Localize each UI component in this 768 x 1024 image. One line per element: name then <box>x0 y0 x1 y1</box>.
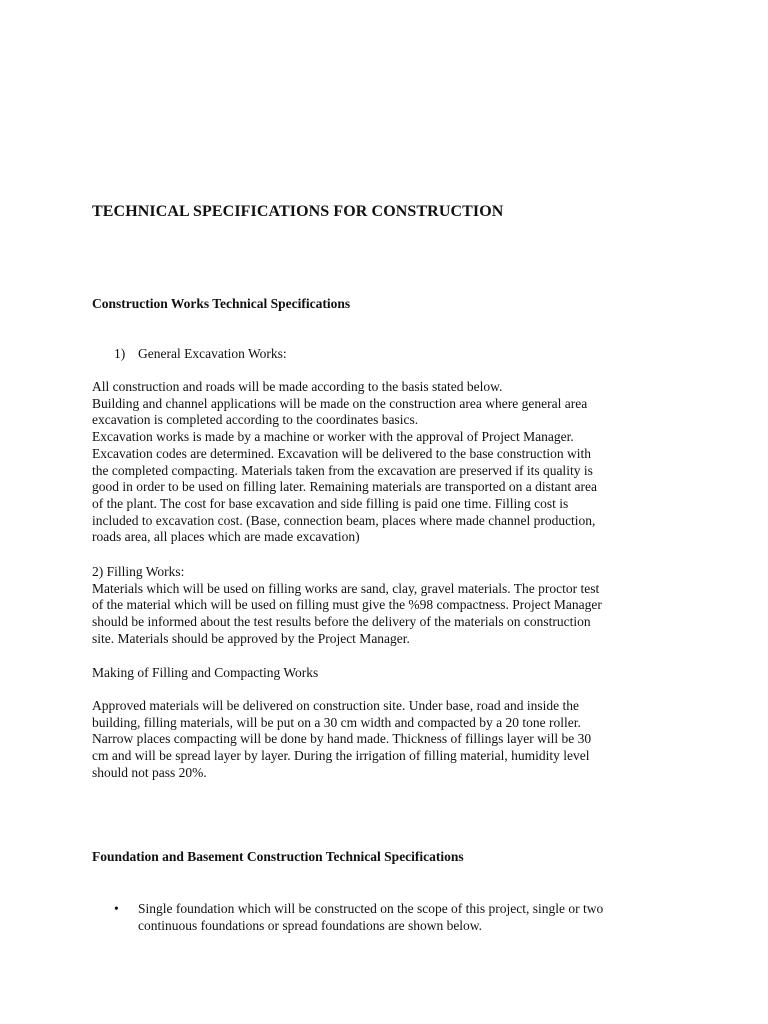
paragraph-line: of the plant. The cost for base excavation and side filling is paid one time. Filling cost is <box>92 495 569 511</box>
numbered-item-label: General Excavation Works: <box>138 346 287 361</box>
paragraph-line: excavation is completed according to the coordinates basics. <box>92 412 419 428</box>
paragraph-line: of the material which will be used on filling must give the %98 compactness. Project Manager <box>92 597 602 613</box>
list-number: 1) <box>114 346 126 361</box>
paragraph-filling-works <box>92 564 682 648</box>
bullet-line: Single foundation which will be constructed on the scope of this project, single or two <box>138 901 604 916</box>
paragraph-line: All construction and roads will be made according to the basis stated below. <box>92 379 503 394</box>
paragraph-line: should be informed about the test results before the delivery of the materials on construction <box>92 614 591 630</box>
paragraph-line: 2) Filling Works: <box>92 564 185 579</box>
paragraph-line: good in order to be used on filling later. Remaining materials are transported on a distant area <box>92 479 597 495</box>
paragraph-line: Making of Filling and Compacting Works <box>92 665 319 680</box>
paragraph-line: Narrow places compacting will be done by hand made. Thickness of fillings layer will be 30 <box>92 731 592 747</box>
paragraph-line: the completed compacting. Materials taken from the excavation are preserved if its quality is <box>92 462 593 478</box>
paragraph-line: building, filling materials, will be put on a 30 cm width and compacted by a 20 tone roller. <box>92 714 581 730</box>
document-title: TECHNICAL SPECIFICATIONS FOR CONSTRUCTION <box>92 203 504 220</box>
bullet-text <box>138 901 603 934</box>
paragraph-line: included to excavation cost. (Base, connection beam, places where made channel production, <box>92 512 596 528</box>
paragraph-line: Building and channel applications will be made on the construction area where general area <box>92 395 588 411</box>
section-heading-foundation: Foundation and Basement Construction Technical Specifications <box>92 849 464 864</box>
paragraph-line: cm and will be spread layer by layer. During the irrigation of filling material, humidity level <box>92 748 590 764</box>
bullet-line: continuous foundations or spread foundations are shown below. <box>138 917 483 933</box>
paragraph-subheading-compacting <box>92 665 682 682</box>
paragraph-excavation <box>92 379 682 546</box>
paragraph-line: should not pass 20%. <box>92 764 207 780</box>
paragraph-line: site. Materials should be approved by the Project Manager. <box>92 630 410 646</box>
paragraph-line: Excavation codes are determined. Excavation will be delivered to the base construction with <box>92 445 591 461</box>
bullet-icon: • <box>114 901 119 916</box>
paragraph-line: roads area, all places which are made excavation) <box>92 529 360 545</box>
paragraph-line: Excavation works is made by a machine or worker with the approval of Project Manager. <box>92 429 574 445</box>
paragraph-line: Materials which will be used on filling works are sand, clay, gravel materials. The proctor test <box>92 580 600 596</box>
numbered-item-general-excavation <box>114 346 287 362</box>
paragraph-compacting-works <box>92 698 682 782</box>
section-heading-construction-works: Construction Works Technical Specifications <box>92 296 351 311</box>
paragraph-line: Approved materials will be delivered on construction site. Under base, road and inside the <box>92 698 579 713</box>
